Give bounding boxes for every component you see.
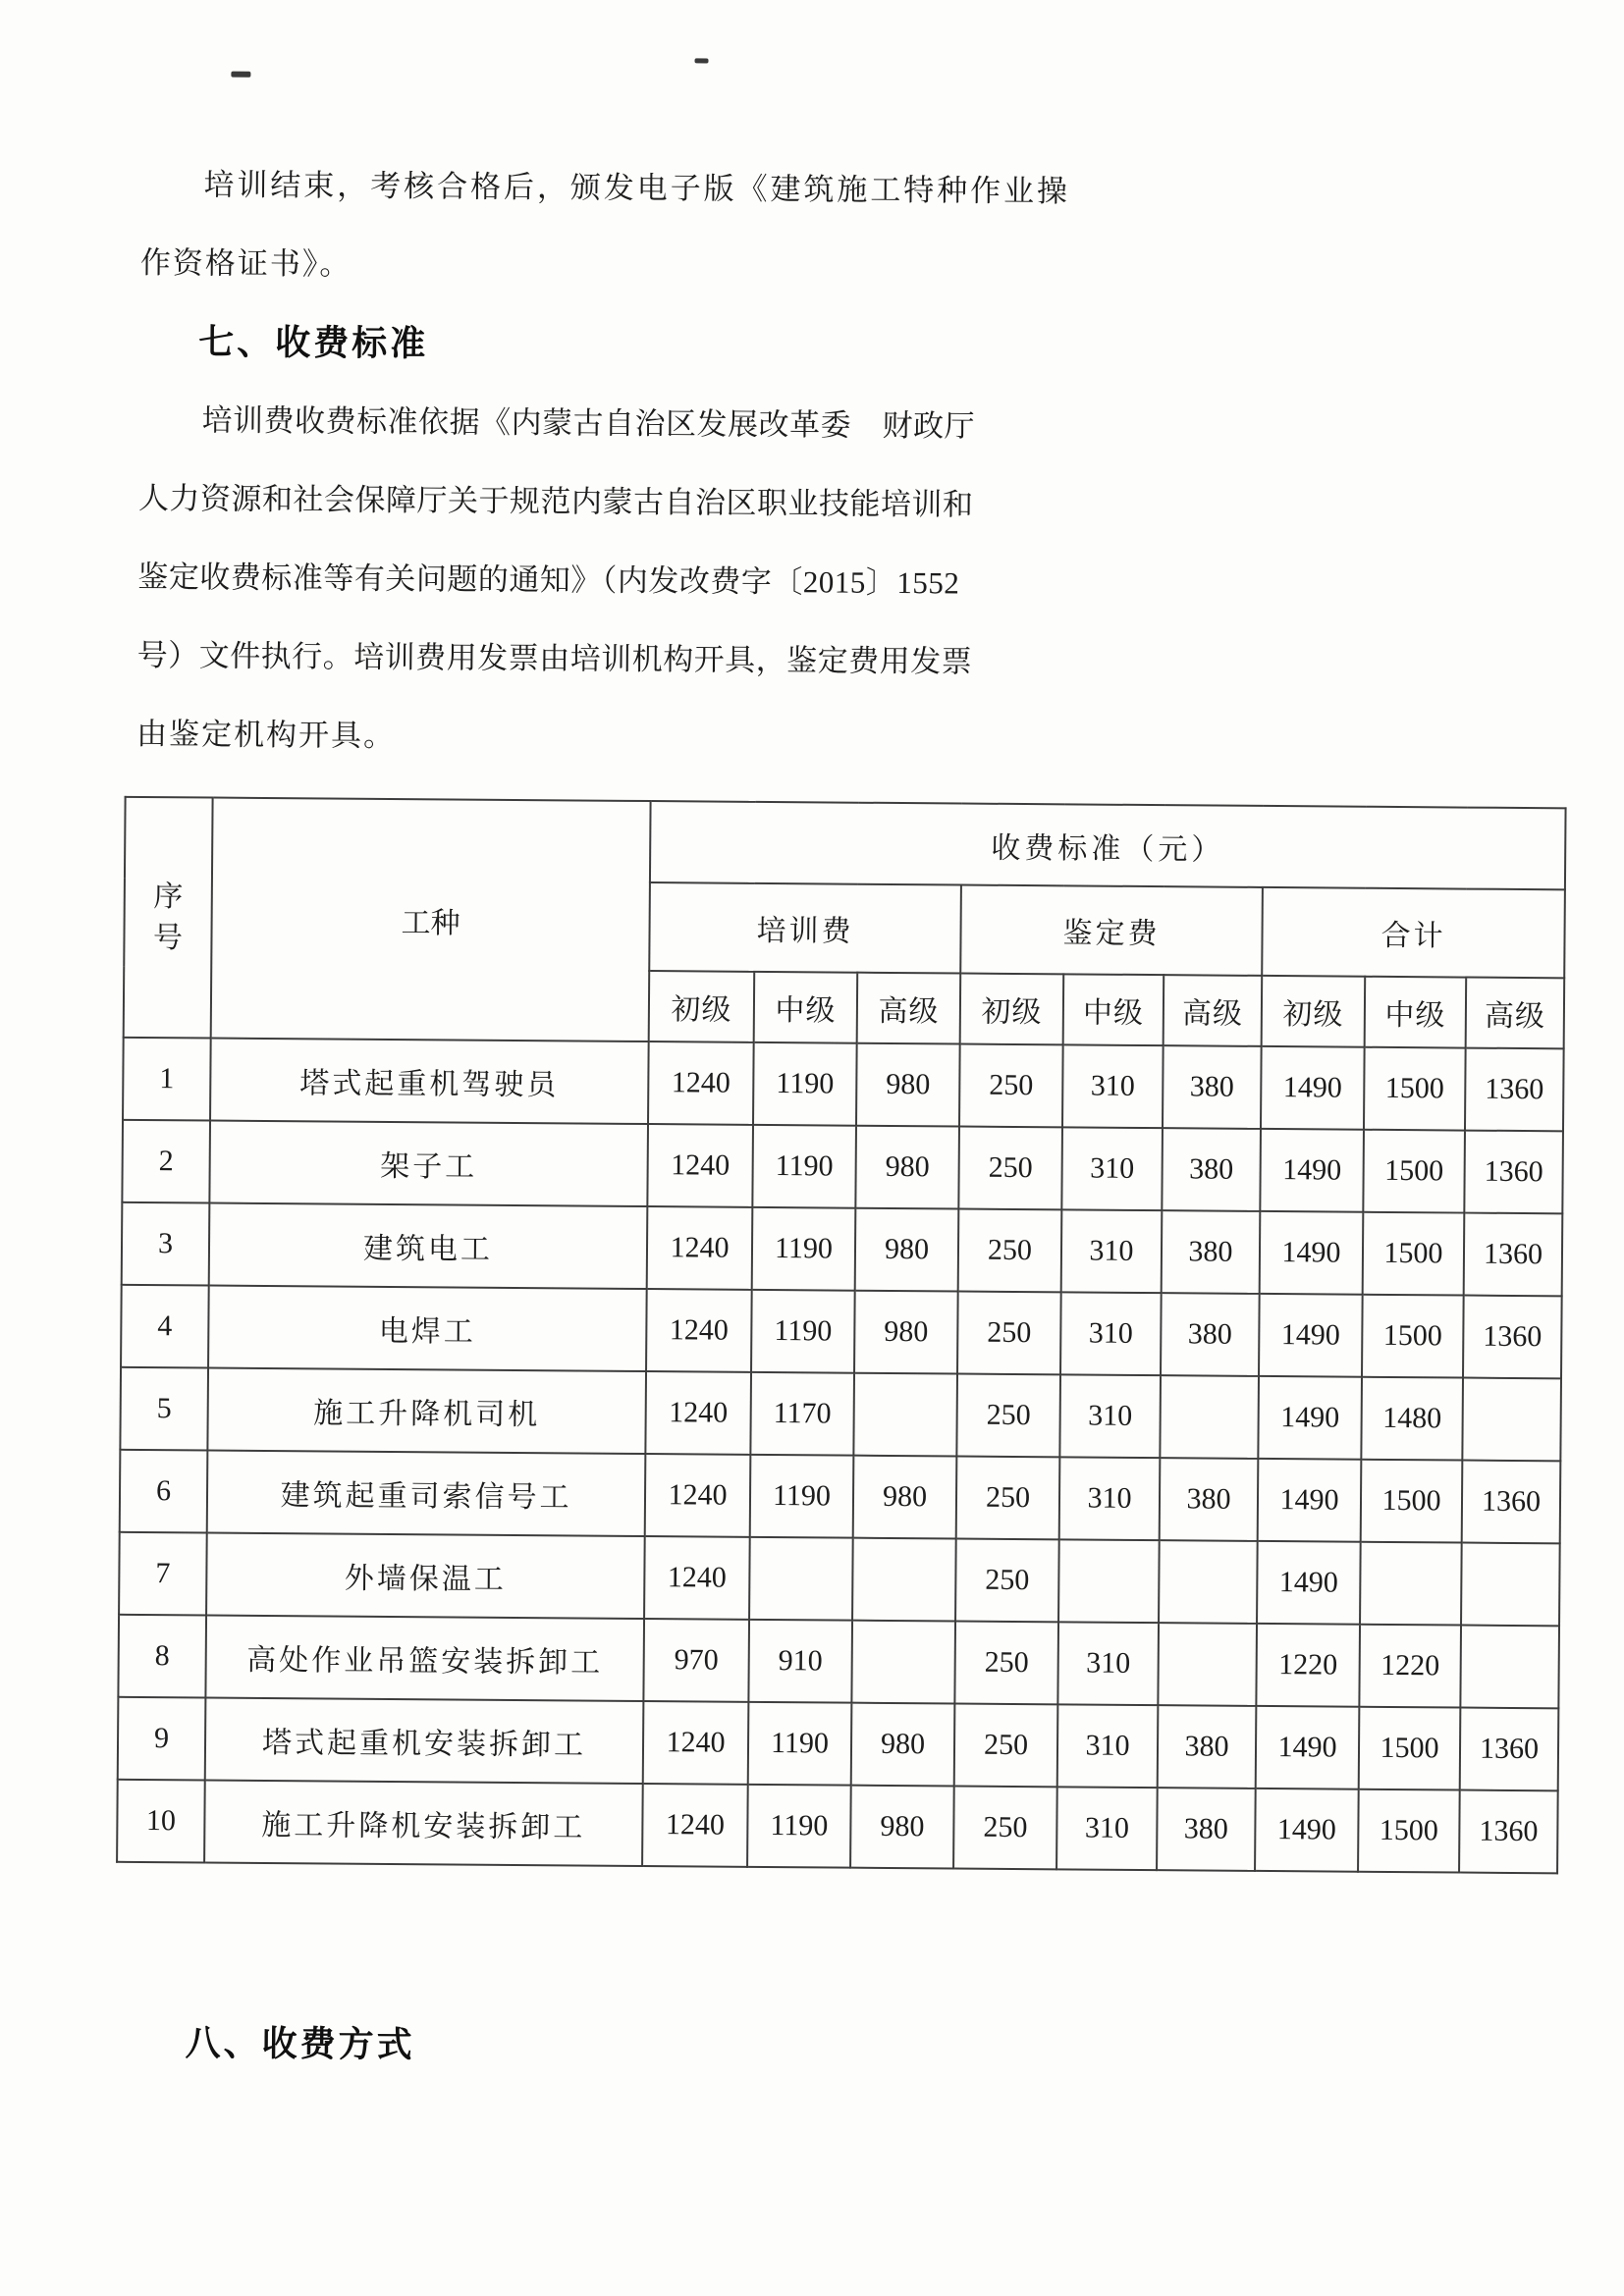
fee-value-cell: 1360 [1462, 1461, 1561, 1544]
fee-value-cell: 1490 [1260, 1129, 1364, 1212]
fee-value-cell: 1190 [752, 1207, 856, 1291]
fee-value-cell: 250 [956, 1374, 1060, 1458]
fee-value-cell [1461, 1543, 1560, 1627]
fee-value-cell: 380 [1160, 1458, 1259, 1541]
scan-artifact-dash [231, 72, 250, 78]
header-appraisal-fee: 鉴定费 [960, 885, 1263, 976]
table-row [119, 1532, 1560, 1627]
fee-value-cell: 310 [1060, 1292, 1162, 1375]
paragraph-line: 培训费收费标准依据《内蒙古自治区发展改革委 财政厅 [201, 402, 976, 444]
fee-value-cell: 1490 [1259, 1294, 1363, 1377]
fee-value-cell: 250 [957, 1292, 1061, 1375]
table-row [117, 1780, 1558, 1874]
header-level-beginner: 初级 [1262, 976, 1366, 1047]
fee-value-cell: 1240 [644, 1536, 750, 1620]
fee-value-cell: 1240 [646, 1289, 752, 1372]
fee-value-cell: 1240 [645, 1454, 751, 1537]
fee-value-cell: 310 [1059, 1374, 1161, 1458]
job-name-cell: 架子工 [209, 1121, 648, 1207]
table-row [120, 1367, 1561, 1462]
header-job-type: 工种 [211, 798, 651, 1041]
fee-value-cell: 1360 [1463, 1296, 1562, 1379]
table-row [122, 1202, 1563, 1297]
fee-value-cell: 1190 [748, 1702, 852, 1786]
table-row [118, 1615, 1559, 1709]
job-name-cell: 电焊工 [208, 1286, 647, 1372]
fee-value-cell [1460, 1626, 1559, 1709]
fee-value-cell: 250 [959, 1044, 1063, 1128]
fee-value-cell: 980 [855, 1126, 959, 1209]
fee-value-cell: 980 [851, 1703, 955, 1787]
fee-value-cell: 380 [1162, 1128, 1261, 1211]
fee-value-cell: 910 [748, 1620, 852, 1703]
fee-value-cell: 380 [1163, 1045, 1262, 1129]
row-number-cell: 5 [120, 1367, 208, 1451]
fee-value-cell: 1500 [1359, 1707, 1461, 1790]
table-row [123, 1038, 1564, 1132]
row-number-cell: 3 [122, 1202, 210, 1286]
fee-value-cell [749, 1537, 853, 1621]
fee-value-cell: 1500 [1363, 1212, 1465, 1296]
paragraph-line: 号）文件执行。培训费用发票由培训机构开具，鉴定费用发票 [136, 637, 973, 679]
fee-value-cell: 1490 [1258, 1459, 1362, 1542]
intro-paragraph [140, 145, 1069, 309]
fee-value-cell: 980 [854, 1291, 958, 1374]
fee-value-cell: 380 [1162, 1210, 1261, 1294]
fee-value-cell: 1500 [1358, 1789, 1460, 1873]
table-row [122, 1120, 1563, 1214]
fee-value-cell: 250 [955, 1538, 1059, 1622]
fee-value-cell: 980 [850, 1786, 954, 1869]
header-level-intermediate: 中级 [1365, 977, 1467, 1048]
fee-value-cell: 310 [1057, 1704, 1159, 1788]
paragraph-line: 人力资源和社会保障厅关于规范内蒙古自治区职业技能培训和 [137, 480, 974, 522]
fee-value-cell: 1480 [1361, 1377, 1463, 1461]
fee-value-cell: 980 [855, 1208, 959, 1292]
fee-value-cell: 1240 [647, 1124, 753, 1207]
fee-value-cell: 1490 [1261, 1046, 1365, 1130]
fee-value-cell: 1190 [751, 1290, 855, 1373]
fee-value-cell: 1240 [645, 1371, 751, 1455]
job-name-cell: 塔式起重机安装拆卸工 [205, 1698, 644, 1785]
fee-value-cell: 1220 [1256, 1624, 1360, 1707]
header-serial-number: 序号 [124, 797, 213, 1039]
header-fee-standard-yuan: 收费标准（元） [650, 801, 1566, 889]
fee-value-cell [853, 1373, 957, 1457]
header-level-beginner: 初级 [960, 974, 1064, 1045]
fee-value-cell: 1190 [750, 1455, 854, 1538]
row-number-cell: 9 [118, 1697, 206, 1781]
row-number-cell: 7 [119, 1532, 207, 1616]
fee-value-cell: 1360 [1460, 1708, 1559, 1791]
fee-value-cell: 1360 [1464, 1131, 1563, 1214]
row-number-cell: 4 [121, 1285, 209, 1368]
row-number-cell: 1 [123, 1038, 211, 1121]
job-name-cell: 建筑起重司索信号工 [207, 1451, 646, 1537]
fee-value-cell: 310 [1056, 1787, 1158, 1870]
header-level-intermediate: 中级 [754, 972, 858, 1043]
section-heading-payment-method: 八、收费方式 [185, 2022, 415, 2065]
scan-artifact-dash [694, 58, 708, 63]
row-number-cell: 8 [118, 1615, 206, 1698]
fee-value-cell [1360, 1542, 1462, 1626]
fee-value-cell: 1190 [753, 1042, 857, 1126]
fee-value-cell [852, 1538, 956, 1622]
fee-value-cell: 1360 [1465, 1048, 1564, 1132]
job-name-cell: 塔式起重机驾驶员 [210, 1039, 649, 1125]
header-level-beginner: 初级 [649, 971, 755, 1042]
fee-value-cell: 1360 [1464, 1213, 1563, 1297]
fee-value-cell: 980 [853, 1456, 957, 1539]
table-header [124, 797, 1566, 1049]
fee-value-cell: 310 [1057, 1622, 1159, 1705]
fee-value-cell [1159, 1540, 1258, 1624]
fee-value-cell: 380 [1158, 1705, 1257, 1789]
paragraph-line: 培训结束，考核合格后，颁发电子版《建筑施工特种作业操 [203, 167, 1069, 209]
fee-value-cell: 970 [643, 1619, 749, 1702]
fee-value-cell [1160, 1375, 1259, 1459]
header-total: 合计 [1262, 887, 1565, 978]
fee-value-cell: 250 [954, 1621, 1058, 1704]
fee-value-cell: 1190 [752, 1125, 856, 1208]
fee-value-cell: 1240 [642, 1784, 748, 1867]
fee-value-cell: 1490 [1255, 1789, 1359, 1872]
fee-value-cell: 1490 [1256, 1706, 1360, 1789]
fee-value-cell: 250 [958, 1127, 1062, 1210]
row-number-cell: 10 [117, 1780, 205, 1863]
paragraph-line: 作资格证书》。 [139, 244, 352, 282]
fee-value-cell: 1500 [1361, 1460, 1463, 1543]
fee-value-cell: 980 [856, 1043, 960, 1127]
fee-value-cell: 310 [1061, 1209, 1163, 1293]
fee-value-cell: 1500 [1364, 1047, 1466, 1131]
job-name-cell: 高处作业吊篮安装拆卸工 [205, 1616, 644, 1702]
fee-value-cell [851, 1621, 955, 1704]
paragraph-line: 鉴定收费标准等有关问题的通知》（内发改费字〔2015〕1552 [137, 559, 960, 601]
fee-value-cell: 1360 [1459, 1790, 1558, 1874]
fee-value-cell: 250 [958, 1209, 1062, 1293]
fee-value-cell: 1500 [1363, 1130, 1465, 1213]
job-name-cell: 建筑电工 [209, 1203, 648, 1290]
job-name-cell: 外墙保温工 [206, 1533, 645, 1620]
fee-value-cell [1058, 1539, 1160, 1623]
fee-value-cell: 1220 [1359, 1625, 1461, 1708]
fee-value-cell: 1170 [750, 1372, 854, 1456]
header-level-advanced: 高级 [1466, 978, 1565, 1049]
header-level-advanced: 高级 [857, 973, 961, 1044]
fee-standard-paragraph [136, 381, 1067, 780]
fee-value-cell: 1240 [643, 1701, 749, 1785]
table-row [118, 1697, 1559, 1791]
job-name-cell: 施工升降机司机 [207, 1368, 646, 1455]
section-heading-fee-standard: 七、收费标准 [198, 321, 429, 364]
document-body [136, 145, 1069, 780]
fee-standard-table [116, 796, 1567, 1875]
fee-value-cell [1158, 1623, 1257, 1706]
table-header-row [125, 797, 1566, 890]
fee-value-cell: 1490 [1257, 1541, 1361, 1625]
paragraph-line: 由鉴定机构开具。 [135, 716, 397, 753]
fee-value-cell: 310 [1062, 1044, 1164, 1128]
fee-value-cell [1462, 1378, 1561, 1462]
fee-value-cell: 1240 [647, 1206, 753, 1290]
fee-value-cell: 1190 [747, 1785, 851, 1868]
fee-value-cell: 310 [1061, 1127, 1163, 1210]
fee-value-cell: 380 [1161, 1293, 1260, 1376]
fee-value-cell: 1240 [648, 1041, 754, 1125]
header-level-advanced: 高级 [1164, 975, 1263, 1046]
table-body [117, 1038, 1564, 1873]
header-training-fee: 培训费 [649, 882, 961, 973]
header-level-intermediate: 中级 [1063, 974, 1164, 1045]
fee-value-cell: 250 [956, 1457, 1060, 1540]
fee-value-cell: 310 [1059, 1457, 1161, 1540]
table-row [120, 1450, 1561, 1544]
fee-value-cell: 1490 [1258, 1376, 1362, 1460]
fee-value-cell: 1490 [1260, 1211, 1364, 1295]
row-number-cell: 2 [122, 1120, 210, 1203]
fee-value-cell: 250 [953, 1786, 1057, 1869]
fee-value-cell: 250 [954, 1703, 1058, 1787]
row-number-cell: 6 [120, 1450, 208, 1533]
job-name-cell: 施工升降机安装拆卸工 [204, 1780, 643, 1866]
fee-value-cell: 1500 [1362, 1295, 1464, 1378]
fee-value-cell: 380 [1157, 1788, 1256, 1871]
table-row [121, 1285, 1562, 1379]
